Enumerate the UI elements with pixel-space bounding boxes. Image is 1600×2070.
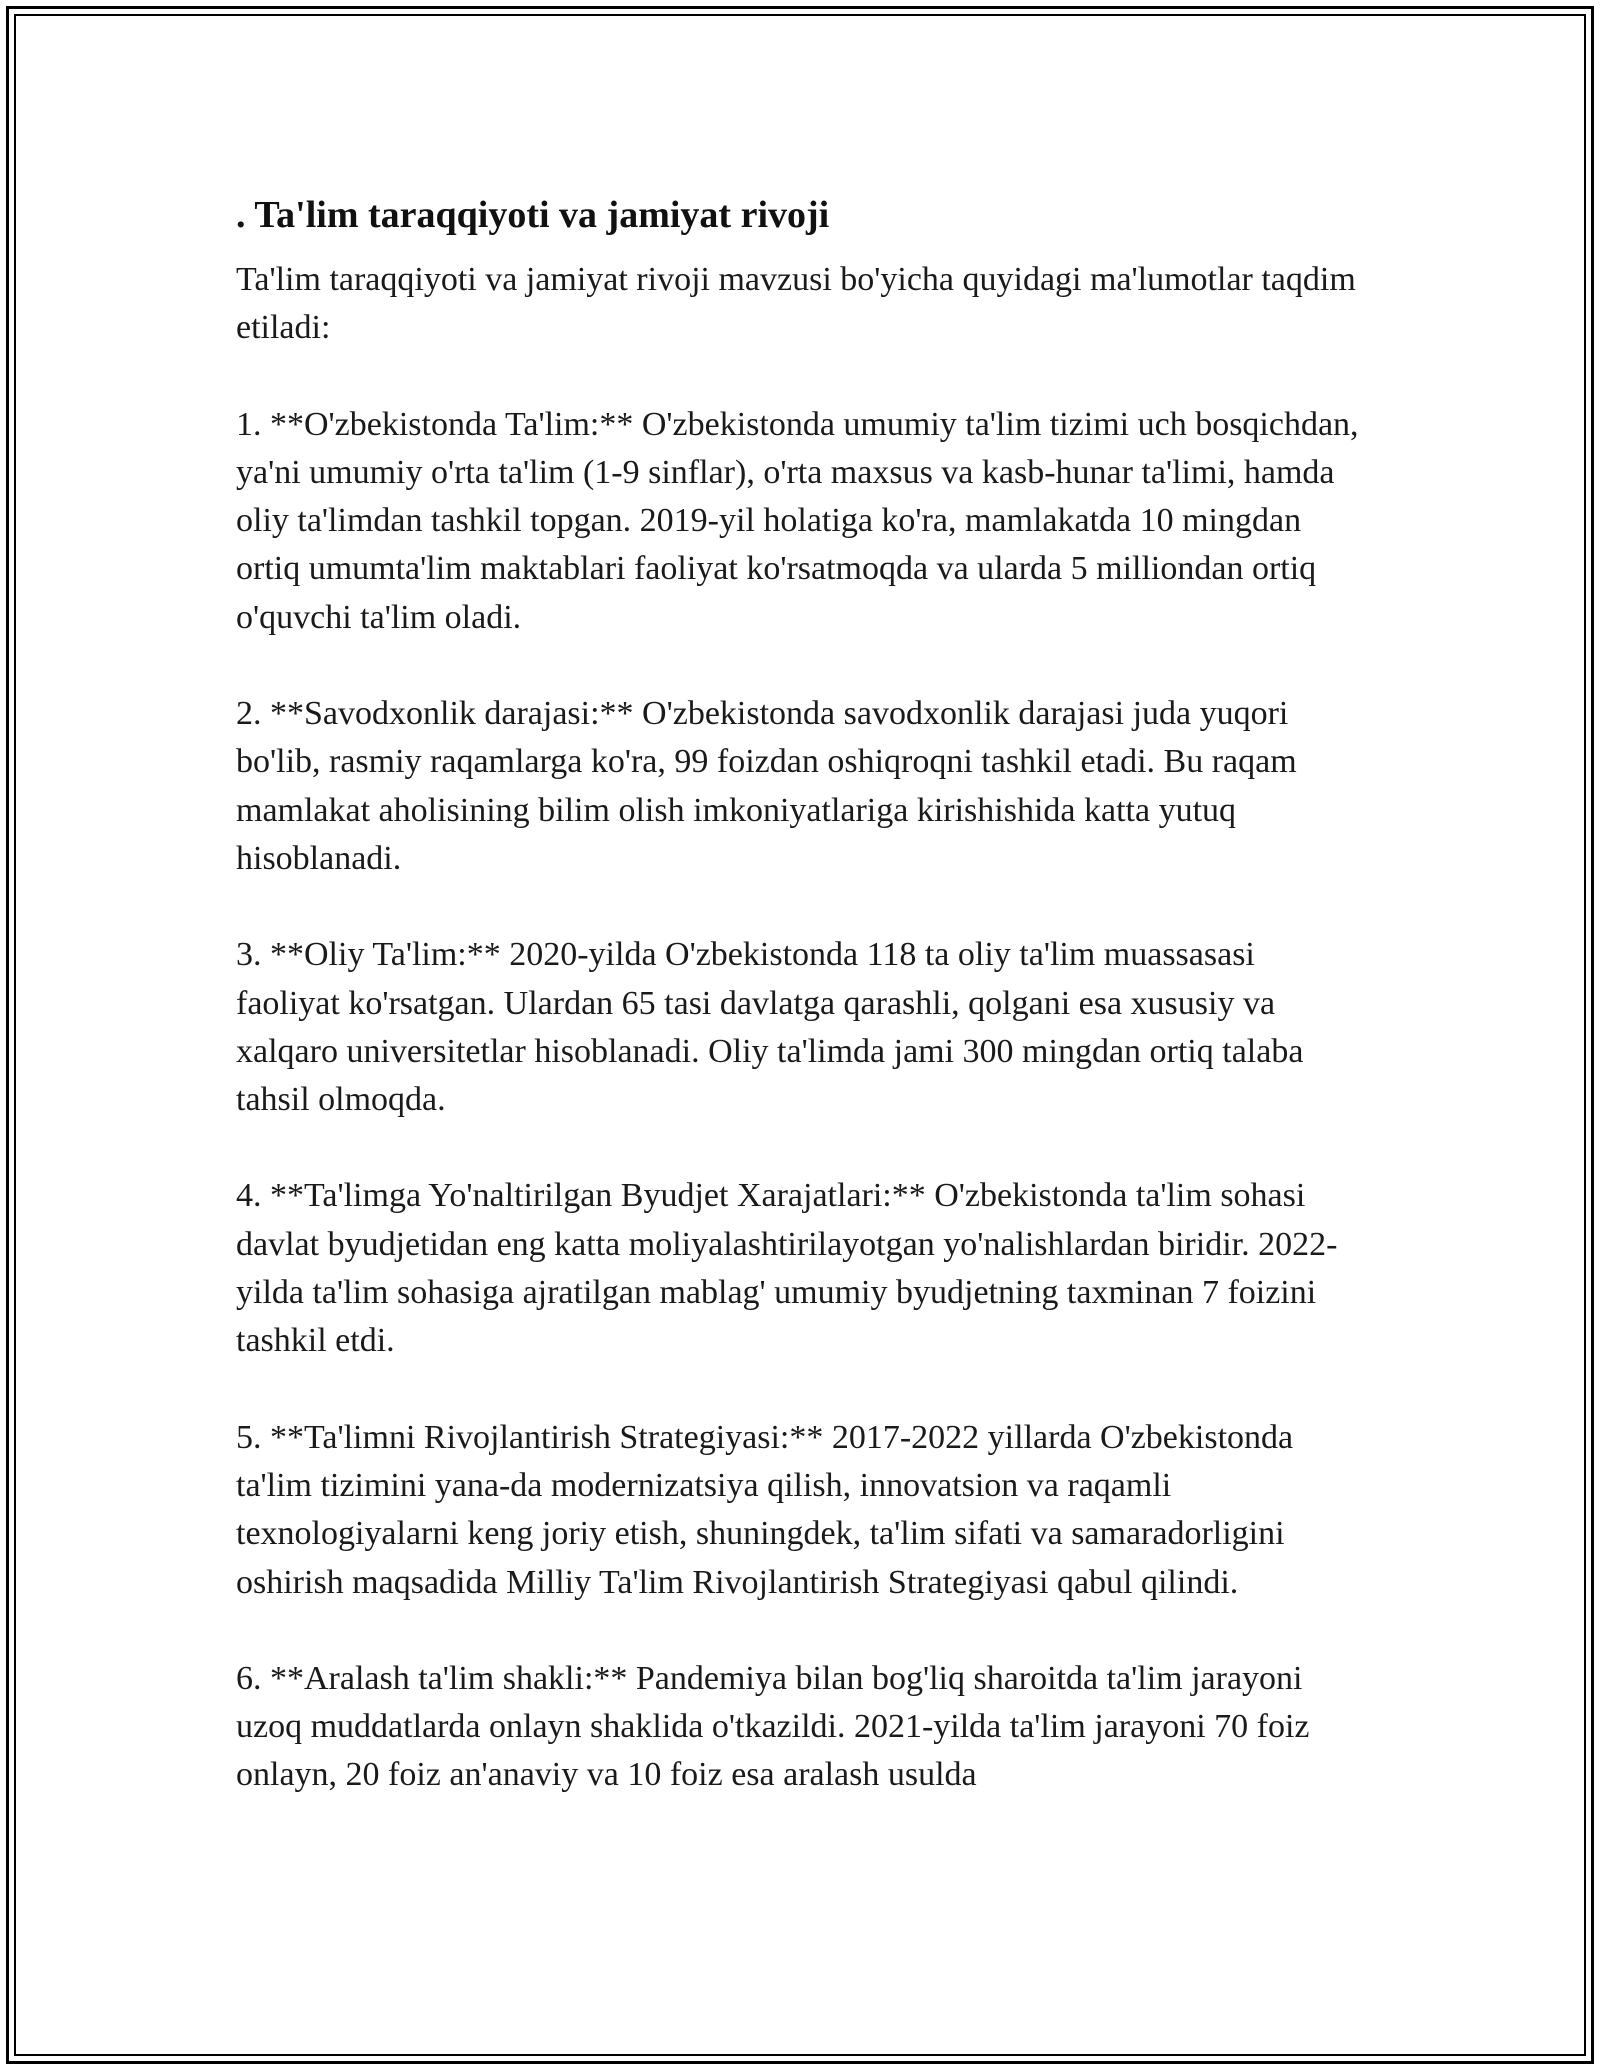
document-title: . Ta'lim taraqqiyoti va jamiyat rivoji [236,194,830,236]
paragraph-literacy: 2. **Savodxonlik darajasi:** O'zbekistonda savodxonlik darajasi juda yuqori bo'lib, rasmiy raqamlarga ko'ra, 99 foizdan oshiqroqni tashkil etadi. Bu raqam mamlakat aholisining bilim olish imkoniyatlariga kirishishida katta yutuq hisoblanadi. [236,695,1297,877]
paragraph-higher-education: 3. **Oliy Ta'lim:** 2020-yilda O'zbekistonda 118 ta oliy ta'lim muassasasi faoliyat ko'rsatgan. Ulardan 65 tasi davlatga qarashli, qolgani esa xususiy va xalqaro universitetlar hisoblanadi. Oliy ta'limda jami 300 mingdan ortiq talaba tahsil olmoqda. [236,936,1304,1119]
intro-paragraph: Ta'lim taraqqiyoti va jamiyat rivoji mavzusi bo'yicha quyidagi ma'lumotlar taqdim etiladi: [236,261,1356,347]
paragraph-blended-learning: 6. **Aralash ta'lim shakli:** Pandemiya bilan bog'liq sharoitda ta'lim jarayoni uzoq muddatlarda onlayn shaklida o'tkazildi. 2021-yilda ta'lim jarayoni 70 foiz onlayn, 20 foiz an'anaviy va 10 foiz esa aralash usulda [236,1659,1310,1794]
paragraph-budget: 4. **Ta'limga Yo'naltirilgan Byudjet Xarajatlari:** O'zbekistonda ta'lim sohasi davlat byudjetidan eng katta moliyalashtirilayotgan yo'nalishlardan biridir. 2022-yilda ta'lim sohasiga ajratilgan mablag' umumiy byudjetning taxminan 7 foizini tashkil etdi. [236,1177,1338,1360]
document-body [236,186,1366,1848]
paragraph-education-system: 1. **O'zbekistonda Ta'lim:** O'zbekistonda umumiy ta'lim tizimi uch bosqichdan, ya'ni umumiy o'rta ta'lim (1-9 sinflar), o'rta maxsus va kasb-hunar ta'limi, hamda oliy ta'limdan tashkil topgan. 2019-yil holatiga ko'ra, mamlakatda 10 mingdan ortiq umumta'lim maktablari faoliyat ko'rsatmoqda va ularda 5 milliondan ortiq o'quvchi ta'lim oladi. [236,405,1359,636]
paragraph-strategy: 5. **Ta'limni Rivojlantirish Strategiyasi:** 2017-2022 yillarda O'zbekistonda ta'lim tizimini yana-da modernizatsiya qilish, innovatsion va raqamli texnologiyalarni keng joriy etish, shuningdek, ta'lim sifati va samaradorligini oshirish maqsadida Milliy Ta'lim Rivojlantirish Strategiyasi qabul qilindi. [236,1418,1294,1601]
